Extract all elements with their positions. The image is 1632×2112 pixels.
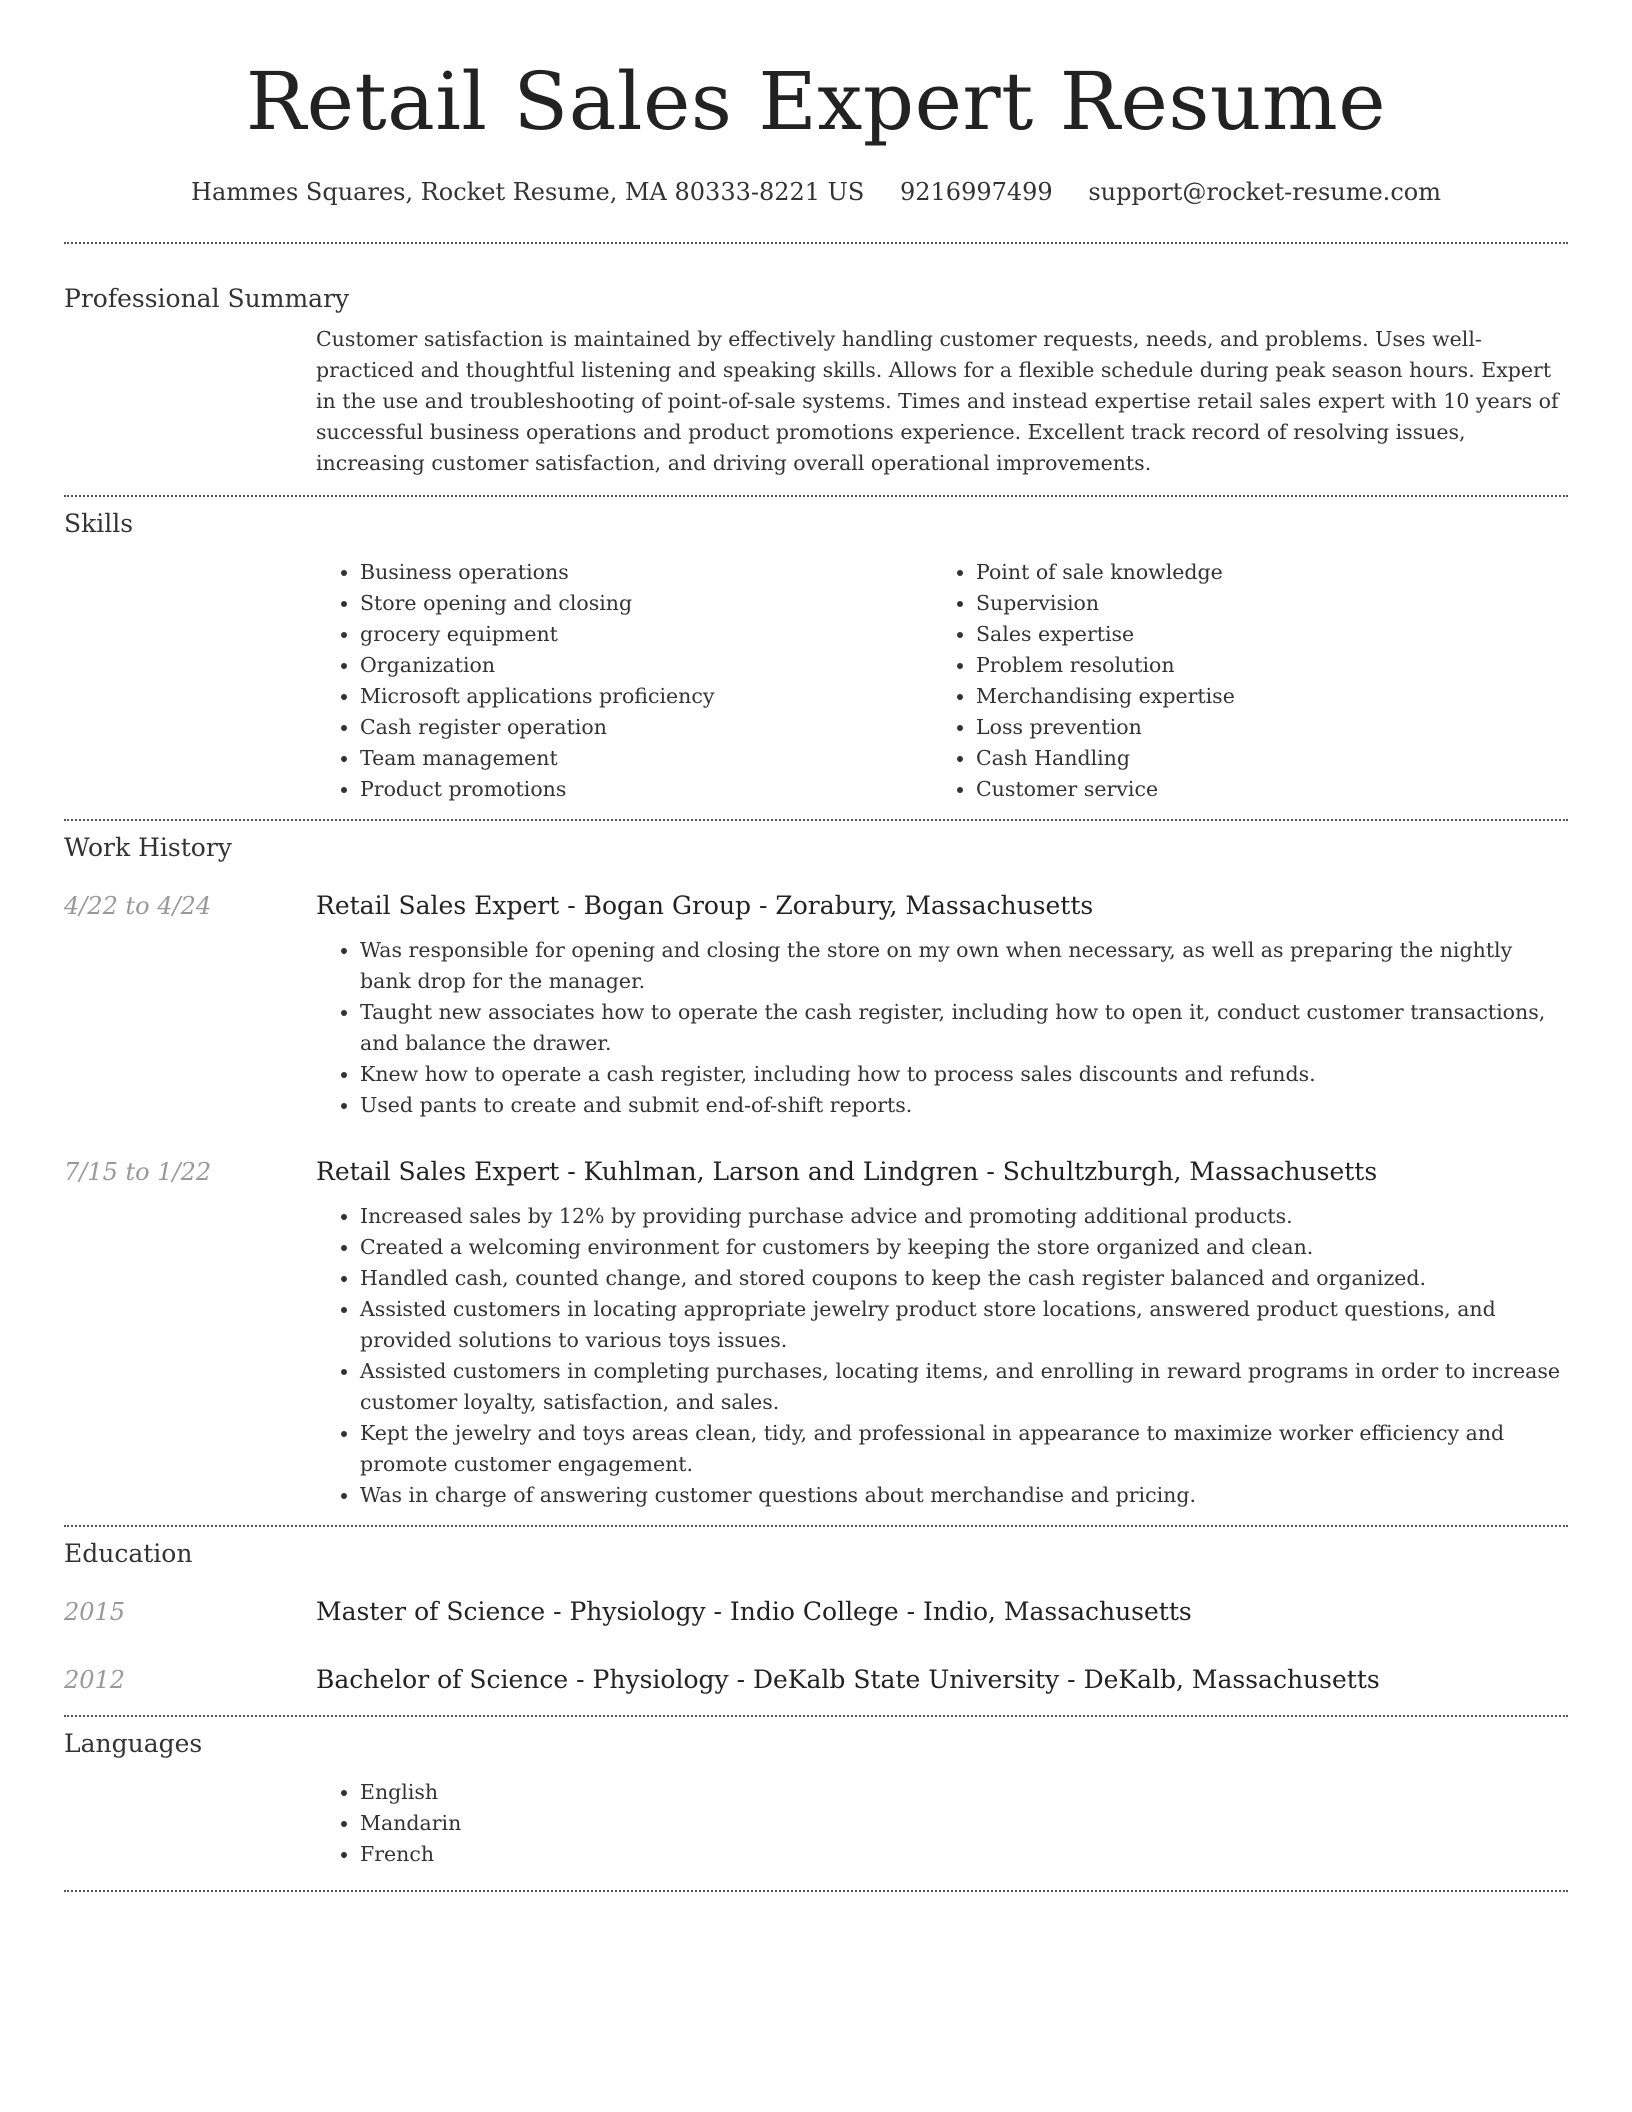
job-bullet: • Kept the jewelry and toys areas clean, tidy, and professional in appearance to maximize worker efficiency and promote customer engagement.: [360, 1418, 1568, 1480]
skill-item: • Customer service: [976, 774, 1548, 805]
language-item: • Mandarin: [360, 1808, 1568, 1839]
skills-list-left: [316, 557, 932, 805]
skill-item: • Problem resolution: [976, 650, 1548, 681]
education-entry: [64, 1595, 1568, 1629]
language-item: • English: [360, 1777, 1568, 1808]
education-year: 2015: [64, 1598, 126, 1626]
job-bullets: [316, 935, 1568, 1121]
job-body: [316, 1155, 1568, 1511]
job-bullet: • Was responsible for opening and closing the store on my own when necessary, as well as preparing the nightly bank drop for the manager.: [360, 935, 1568, 997]
job-bullet: • Knew how to operate a cash register, including how to process sales discounts and refunds.: [360, 1059, 1568, 1090]
skill-item: • Point of sale knowledge: [976, 557, 1548, 588]
education-title: Bachelor of Science - Physiology - DeKalb State University - DeKalb, Massachusetts: [316, 1665, 1380, 1694]
education-year: 2012: [64, 1666, 126, 1694]
job-title: Retail Sales Expert - Kuhlman, Larson and Lindgren - Schultzburgh, Massachusetts: [316, 1157, 1378, 1186]
education-heading: Education: [64, 1539, 193, 1568]
job-dates: 4/22 to 4/24: [64, 892, 212, 920]
job-bullet: • Used pants to create and submit end-of-shift reports.: [360, 1090, 1568, 1121]
education-title: Master of Science - Physiology - Indio College - Indio, Massachusetts: [316, 1597, 1192, 1626]
skills-list-right: [932, 557, 1548, 805]
job-bullet: • Assisted customers in locating appropriate jewelry product store locations, answered product questions, and provided solutions to various toys issues.: [360, 1294, 1568, 1356]
contact-email: support@rocket-resume.com: [1088, 178, 1441, 206]
summary-heading: Professional Summary: [64, 284, 350, 313]
job-bullet: • Assisted customers in completing purchases, locating items, and enrolling in reward programs in order to increase customer loyalty, satisfaction, and sales.: [360, 1356, 1568, 1418]
contact-line: [64, 176, 1568, 208]
skill-item: • Cash Handling: [976, 743, 1548, 774]
contact-address: Hammes Squares, Rocket Resume, MA 80333-8221 US: [191, 178, 865, 206]
skill-item: • Organization: [360, 650, 932, 681]
skill-item: • Loss prevention: [976, 712, 1548, 743]
section-divider: [64, 495, 1568, 497]
skill-item: • Business operations: [360, 557, 932, 588]
skills-heading: Skills: [64, 509, 134, 538]
job-dates: 7/15 to 1/22: [64, 1158, 212, 1186]
skill-item: • Supervision: [976, 588, 1548, 619]
skill-item: • grocery equipment: [360, 619, 932, 650]
section-divider: [64, 1715, 1568, 1717]
work-heading: Work History: [64, 833, 232, 862]
skill-item: • Team management: [360, 743, 932, 774]
job-entry: [64, 1155, 1568, 1511]
job-bullet: • Handled cash, counted change, and stored coupons to keep the cash register balanced and organized.: [360, 1263, 1568, 1294]
summary-section: [316, 324, 1568, 479]
skill-item: • Microsoft applications proficiency: [360, 681, 932, 712]
education-entry: [64, 1663, 1568, 1697]
job-bullet: • Increased sales by 12% by providing purchase advice and promoting additional products.: [360, 1201, 1568, 1232]
skill-item: • Merchandising expertise: [976, 681, 1548, 712]
skill-item: • Store opening and closing: [360, 588, 932, 619]
job-bullet: • Was in charge of answering customer questions about merchandise and pricing.: [360, 1480, 1568, 1511]
job-title: Retail Sales Expert - Bogan Group - Zorabury, Massachusetts: [316, 891, 1094, 920]
job-body: [316, 889, 1568, 1121]
languages-list: [316, 1777, 1568, 1870]
job-bullets: [316, 1201, 1568, 1511]
section-divider: [64, 1890, 1568, 1892]
language-item: • French: [360, 1839, 1568, 1870]
job-entry: [64, 889, 1568, 1121]
skill-item: • Sales expertise: [976, 619, 1548, 650]
section-divider: [64, 819, 1568, 821]
job-bullet: • Created a welcoming environment for customers by keeping the store organized and clean.: [360, 1232, 1568, 1263]
skill-item: • Product promotions: [360, 774, 932, 805]
contact-phone: 9216997499: [900, 178, 1053, 206]
languages-heading: Languages: [64, 1729, 203, 1758]
section-divider: [64, 242, 1568, 244]
summary-text: Customer satisfaction is maintained by effectively handling customer requests, needs, and problems. Uses well-practiced and thoughtful listening and speaking skills. Allows for a flexible schedule during peak season hours. Expert in the use and troubleshooting of point-of-sale systems. Times and instead expertise retail sales expert with 10 years of successful business operations and product promotions experience. Excellent track record of resolving issues, increasing customer satisfaction, and driving overall operational improvements.: [316, 327, 1559, 475]
skills-section: [316, 557, 1568, 805]
languages-section: [316, 1777, 1568, 1870]
job-bullet: • Taught new associates how to operate the cash register, including how to open it, conduct customer transactions, and balance the drawer.: [360, 997, 1568, 1059]
skill-item: • Cash register operation: [360, 712, 932, 743]
resume-title: Retail Sales Expert Resume: [245, 55, 1387, 148]
section-divider: [64, 1525, 1568, 1527]
